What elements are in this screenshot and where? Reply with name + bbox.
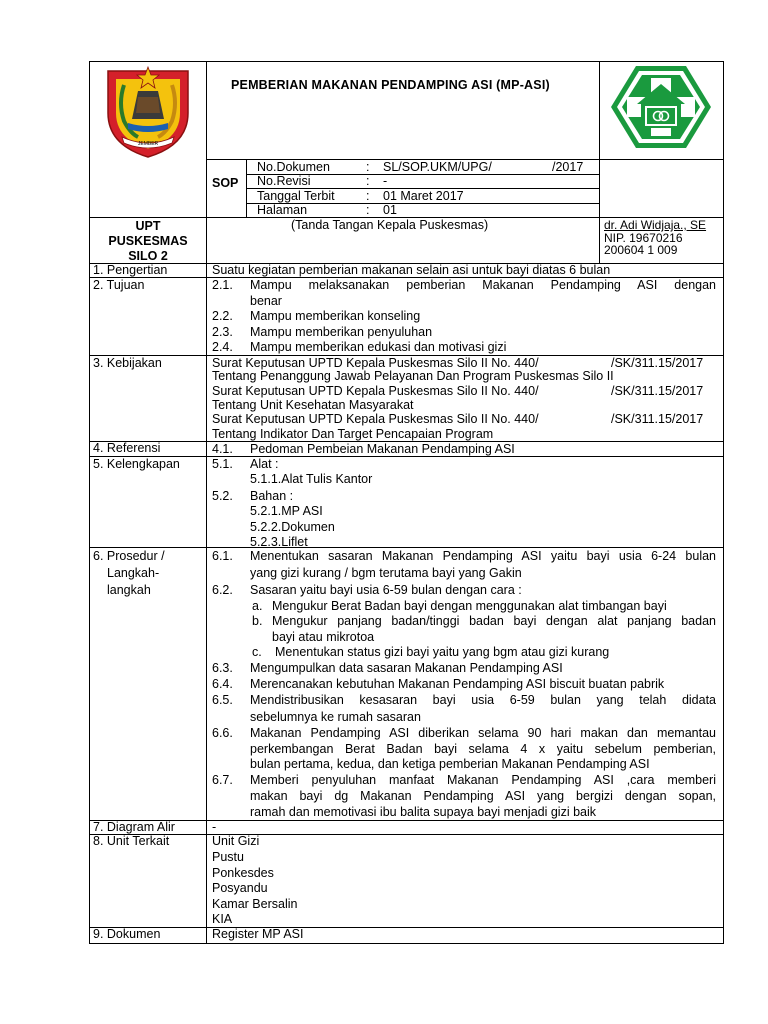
referensi-text: Pedoman Pembeian Makanan Pendamping ASI	[250, 442, 515, 456]
kebijakan-line-5-no: /SK/311.15/2017	[611, 412, 704, 426]
table-border-bottom	[89, 943, 724, 944]
doc-field-label-2: No.Revisi	[257, 174, 311, 188]
unit-terkait-item-6: KIA	[212, 912, 233, 926]
step-text-6-1a: Menentukan sasaran Makanan Pendamping ASI yaitu bayi usia 6-24 bulan	[250, 549, 716, 563]
table-border-right	[723, 61, 724, 944]
doc-field-suffix-1: /2017	[552, 160, 584, 174]
tujuan-num-1: 2.1.	[212, 278, 233, 292]
signature-caption: (Tanda Tangan Kepala Puskesmas)	[291, 218, 489, 232]
step-text-a: Mengukur Berat Badan bayi dengan menggunakan alat timbangan bayi	[272, 599, 667, 613]
signatory-nip-2: 200604 1 009	[604, 243, 678, 257]
kelengkapan-alat-num: 5.1.	[212, 457, 233, 471]
diagram-alir-value: -	[212, 820, 217, 834]
org-name-line-3: SILO 2	[128, 249, 168, 263]
step-text-6-5a: Mendistribusikan kesasaran bayi usia 6-59 bulan yang telah didata	[250, 693, 716, 707]
sop-label: SOP	[212, 176, 239, 190]
kebijakan-line-4: Tentang Unit Kesehatan Masyarakat	[212, 398, 414, 412]
doc-field-label-1: No.Dokumen	[257, 160, 330, 174]
step-text-c: Menentukan status gizi bayi yaitu yang bgm atau gizi kurang	[275, 645, 610, 659]
label-kelengkapan: 5. Kelengkapan	[93, 457, 180, 471]
label-pengertian: 1. Pengertian	[93, 263, 168, 277]
kebijakan-line-6: Tentang Indikator Dan Target Pencapaian Program	[212, 427, 494, 441]
row-sep-7	[89, 834, 724, 835]
unit-terkait-item-1: Unit Gizi	[212, 834, 260, 848]
crest-banner-text: JEMBER	[137, 141, 159, 147]
step-num-6-3: 6.3.	[212, 661, 233, 675]
label-prosedur-3: langkah	[107, 583, 151, 597]
step-text-b1: Mengukur panjang badan/tinggi badan bayi dengan alat panjang badan	[272, 614, 716, 628]
step-text-6-4: Merencanakan kebutuhan Makanan Pendamping ASI biscuit buatan pabrik	[250, 677, 665, 691]
doc-field-sep-2: :	[366, 174, 370, 188]
label-referensi: 4. Referensi	[93, 441, 161, 455]
step-num-6-7: 6.7.	[212, 773, 233, 787]
step-text-6-6c: bulan pertama, kedua, dan ketiga pemberian Makanan Pendamping ASI	[250, 757, 650, 771]
kelengkapan-bahan-num: 5.2.	[212, 489, 233, 503]
tujuan-text-1a: Mampu melaksanakan pemberian Makanan Pendamping ASI dengan	[250, 278, 716, 292]
kelengkapan-alat-item-1: 5.1.1.Alat Tulis Kantor	[250, 472, 373, 486]
kelengkapan-bahan-item-1: 5.2.1.MP ASI	[250, 504, 323, 518]
row-sep-8	[89, 927, 724, 928]
tujuan-text-2: Mampu memberikan konseling	[250, 309, 421, 323]
step-text-6-6b: perkembangan Berat Badan bayi selama 4 x yaitu sebelum pemberian,	[250, 742, 716, 756]
doc-field-sep-3: :	[366, 189, 370, 203]
label-kebijakan: 3. Kebijakan	[93, 356, 162, 370]
doc-field-sep-4: :	[366, 203, 370, 217]
label-tujuan: 2. Tujuan	[93, 278, 145, 292]
divider-label-column	[206, 263, 207, 944]
table-border-top	[89, 61, 724, 62]
step-num-6-6: 6.6.	[212, 726, 233, 740]
doc-field-value-2: -	[383, 174, 388, 188]
org-name-line-1: UPT	[135, 219, 161, 233]
doc-field-value-1: SL/SOP.UKM/UPG/	[383, 160, 492, 174]
step-num-a: a.	[252, 599, 263, 613]
pengertian-text: Suatu kegiatan pemberian makanan selain asi untuk bayi diatas 6 bulan	[212, 263, 611, 277]
kebijakan-line-1: Surat Keputusan UPTD Kepala Puskesmas Silo II No. 440/	[212, 356, 539, 370]
kebijakan-line-2: Tentang Penanggung Jawab Pelayanan Dan Program Puskesmas Silo II	[212, 369, 614, 383]
tujuan-num-2: 2.2.	[212, 309, 233, 323]
tujuan-text-1b: benar	[250, 294, 282, 308]
doc-field-sep-1: :	[366, 160, 370, 174]
step-text-6-5b: sebelumnya ke rumah sasaran	[250, 710, 421, 724]
step-text-6-2: Sasaran yaitu bayi usia 6-59 bulan dengan cara :	[250, 583, 522, 597]
step-text-6-7c: ramah dan memotivasi ibu balita supaya bayi menjadi gizi baik	[250, 805, 597, 819]
divider-logo	[206, 61, 207, 263]
step-text-6-3: Mengumpulkan data sasaran Makanan Pendamping ASI	[250, 661, 563, 675]
step-text-6-7a: Memberi penyuluhan manfaat Makanan Pendamping ASI ,cara memberi	[250, 773, 716, 787]
step-text-b2: bayi atau mikrotoa	[272, 630, 375, 644]
step-text-6-7b: makan bayi dg Makanan Pendamping ASI yang bergizi dengan sopan,	[250, 789, 716, 803]
doc-field-label-4: Halaman	[257, 203, 308, 217]
puskesmas-logo	[607, 64, 715, 150]
kelengkapan-bahan-item-2: 5.2.2.Dokumen	[250, 520, 335, 534]
step-num-6-5: 6.5.	[212, 693, 233, 707]
step-num-6-1: 6.1.	[212, 549, 233, 563]
kebijakan-line-3: Surat Keputusan UPTD Kepala Puskesmas Silo II No. 440/	[212, 384, 539, 398]
dokumen-value: Register MP ASI	[212, 927, 304, 941]
signatory-name: dr. Adi Widjaja., SE	[604, 218, 707, 232]
doc-field-value-4: 01	[383, 203, 397, 217]
referensi-num: 4.1.	[212, 442, 233, 456]
doc-field-value-3: 01 Maret 2017	[383, 189, 464, 203]
kebijakan-line-3-no: /SK/311.15/2017	[611, 384, 704, 398]
kelengkapan-alat: Alat :	[250, 457, 279, 471]
tujuan-text-4: Mampu memberikan edukasi dan motivasi gizi	[250, 340, 507, 354]
step-num-6-2: 6.2.	[212, 583, 233, 597]
doc-field-label-3: Tanggal Terbit	[257, 189, 335, 203]
unit-terkait-item-4: Posyandu	[212, 881, 268, 895]
label-unit-terkait: 8. Unit Terkait	[93, 834, 170, 848]
table-border-left	[89, 61, 90, 944]
row-sep-6	[89, 820, 724, 821]
step-num-b: b.	[252, 614, 263, 628]
jember-crest-logo	[98, 63, 198, 159]
step-num-6-4: 6.4.	[212, 677, 233, 691]
label-prosedur-2: Langkah-	[107, 566, 160, 580]
step-text-6-6a: Makanan Pendamping ASI diberikan selama 90 hari makan dan memantau	[250, 726, 716, 740]
divider-title-right	[599, 61, 600, 263]
tujuan-num-4: 2.4.	[212, 340, 233, 354]
label-dokumen: 9. Dokumen	[93, 927, 161, 941]
label-prosedur-1: 6. Prosedur /	[93, 549, 165, 563]
step-num-c: c.	[252, 645, 262, 659]
label-diagram-alir: 7. Diagram Alir	[93, 820, 175, 834]
tujuan-text-3: Mampu memberikan penyuluhan	[250, 325, 433, 339]
org-name-line-2: PUSKESMAS	[108, 234, 188, 248]
kebijakan-line-5: Surat Keputusan UPTD Kepala Puskesmas Silo II No. 440/	[212, 412, 539, 426]
unit-terkait-item-3: Ponkesdes	[212, 866, 274, 880]
kelengkapan-bahan-item-3: 5.2.3.Liflet	[250, 535, 308, 549]
unit-terkait-item-5: Kamar Bersalin	[212, 897, 298, 911]
unit-terkait-item-2: Pustu	[212, 850, 244, 864]
tujuan-num-3: 2.3.	[212, 325, 233, 339]
row-sep-5	[89, 547, 724, 548]
signatory-nip-1: NIP. 19670216	[604, 231, 683, 245]
document-title: PEMBERIAN MAKANAN PENDAMPING ASI (MP-ASI)	[231, 78, 550, 92]
kelengkapan-bahan: Bahan :	[250, 489, 294, 503]
step-text-6-1b: yang gizi kurang / bgm terutama bayi yang Gakin	[250, 566, 522, 580]
kebijakan-line-1-no: /SK/311.15/2017	[611, 356, 704, 370]
